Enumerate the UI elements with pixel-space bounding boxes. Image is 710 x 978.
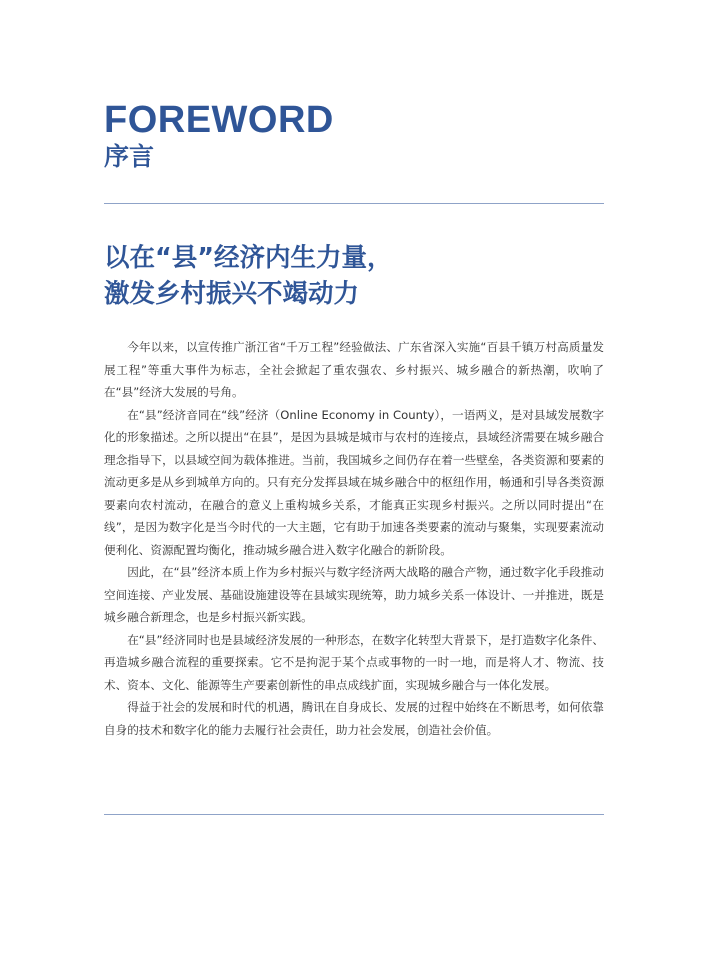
bottom-divider [104, 814, 604, 815]
paragraph-2: 在“县”经济音同在“线”经济（Online Economy in County），一语两义，是对县域发展数字化的形象描述。之所以提出“在县”，是因为县城是城市与农村的连接点，县域经济需要在城乡融合理念指导下，以县域空间为载体推进。当前，我国城乡之间仍存在着一些壁垒，各类资源和要素的流动更多是从乡到城单方向的。只有充分发挥县域在城乡融合中的枢纽作用，畅通和引导各类资源要素向农村流动，在融合的意义上重构城乡关系，才能真正实现乡村振兴。之所以同时提出“在线”，是因为数字化是当今时代的一大主题，它有助于加速各类要素的流动与聚集，实现要素流动便利化、资源配置均衡化，推动城乡融合进入数字化融合的新阶段。 [104, 407, 604, 557]
foreword-title: FOREWORD [104, 99, 334, 141]
top-divider [104, 203, 604, 204]
headline [104, 240, 393, 312]
paragraph-4: 在“县”经济同时也是县域经济发展的一种形态，在数字化转型大背景下，是打造数字化条件、再造城乡融合流程的重要探索。它不是拘泥于某个点或事物的一时一地，而是将人才、物流、技术、资本、文化、能源等生产要素创新性的串点成线扩面，实现城乡融合与一体化发展。 [104, 632, 604, 692]
foreword-title-chinese: 序言 [104, 142, 155, 171]
paragraph-1: 今年以来，以宣传推广浙江省“千万工程”经验做法、广东省深入实施“百县千镇万村高质量发展工程”等重大事件为标志，全社会掀起了重农强农、乡村振兴、城乡融合的新热潮，吹响了在“县”经济大发展的号角。 [104, 340, 604, 399]
headline-line-1: 以在“县”经济内生力量， [104, 243, 393, 273]
headline-line-2: 激发乡村振兴不竭动力 [104, 279, 360, 309]
paragraph-5: 得益于社会的发展和时代的机遇，腾讯在自身成长、发展的过程中始终在不断思考，如何依靠自身的技术和数字化的能力去履行社会责任，助力社会发展，创造社会价值。 [104, 700, 604, 737]
body-text [104, 336, 604, 741]
paragraph-3: 因此，在“县”经济本质上作为乡村振兴与数字经济两大战略的融合产物，通过数字化手段推动空间连接、产业发展、基础设施建设等在县域实现统筹，助力城乡关系一体设计、一并推进，既是城乡融合新理念，也是乡村振兴新实践。 [104, 565, 604, 624]
